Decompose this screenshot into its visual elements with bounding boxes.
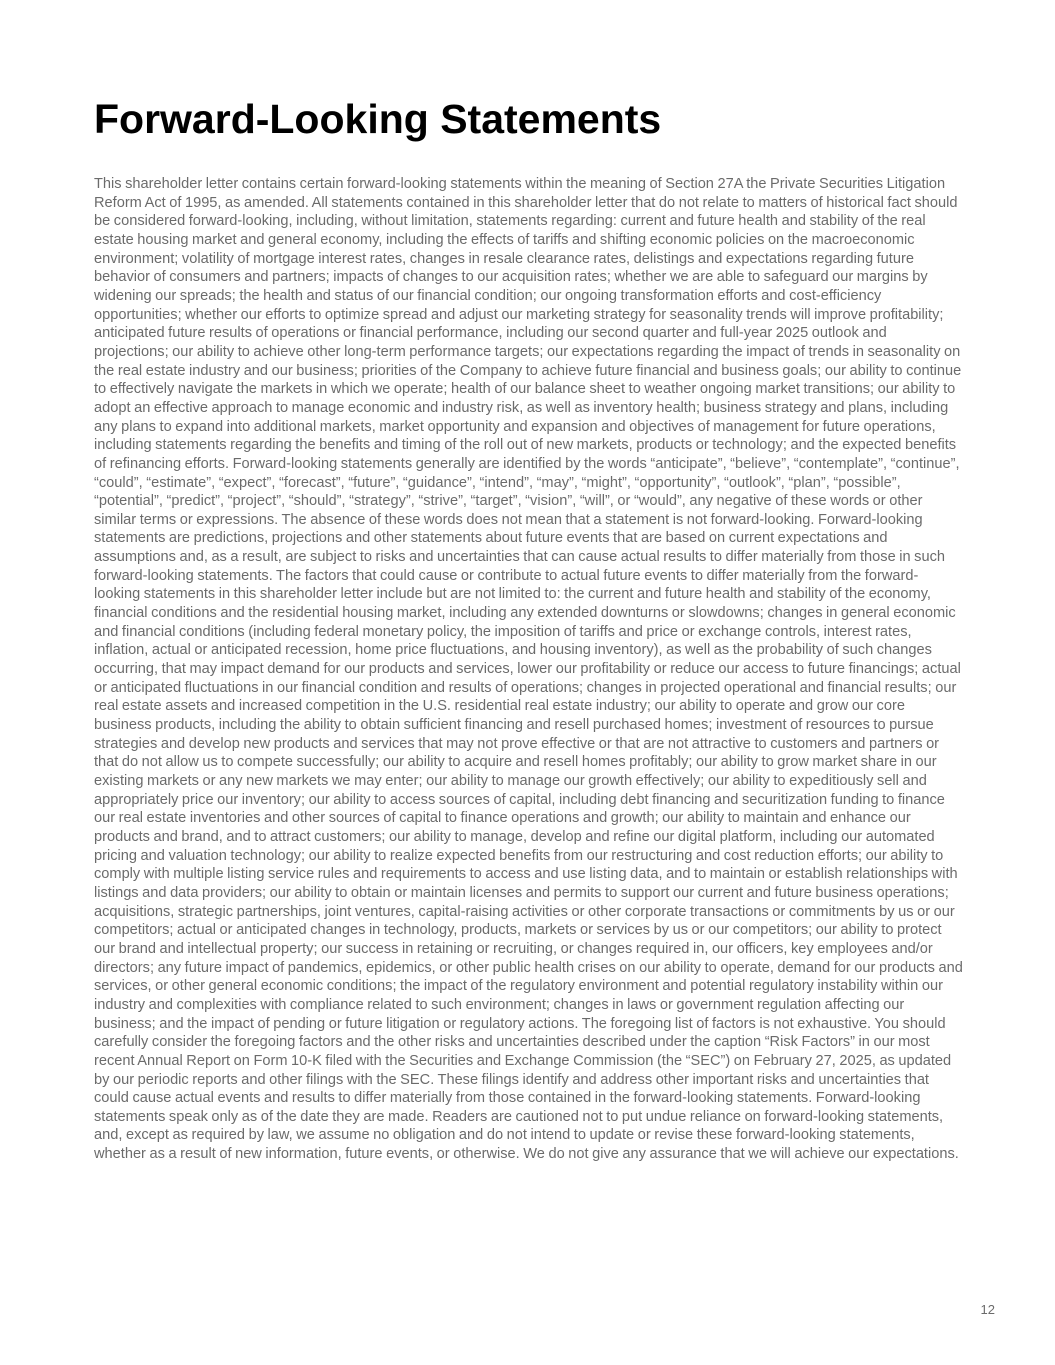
page-title: Forward-Looking Statements	[94, 96, 662, 142]
page-number: 12	[980, 1302, 995, 1317]
forward-looking-statements-paragraph: This shareholder letter contains certain forward-looking statements within the meaning of Section 27A the Private Securities Litigation Reform Act of 1995, as amended. All statements contained in this shareholder letter that do not relate to matters of historical fact should be considered forward-looking, including, without limitation, statements regarding: current and future health and stability of the real estate housing market and general economy, including the effects of tariffs and shifting economic policies on the macroeconomic environment; volatility of mortgage interest rates, changes in resale clearance rates, delistings and expectations regarding future behavior of consumers and partners; impacts of changes to our acquisition rates; whether we are able to safeguard our margins by widening our spreads; the health and status of our financial condition; our ongoing transformation efforts and cost-efficiency opportunities; whether our efforts to optimize spread and adjust our marketing strategy for seasonality trends will improve profitability; anticipated future results of operations or financial performance, including our second quarter and full-year 2025 outlook and projections; our ability to achieve other long-term performance targets; our expectations regarding the impact of trends in seasonality on the real estate industry and our business; priorities of the Company to achieve future financial and business goals; our ability to continue to effectively navigate the markets in which we operate; health of our balance sheet to weather ongoing market transitions; our ability to adopt an effective approach to manage economic and industry risk, as well as inventory health; business strategy and plans, including any plans to expand into additional markets, market opportunity and expansion and objectives of management for future operations, including statements regarding the benefits and timing of the roll out of new markets, products or technology; and the expected benefits of refinancing efforts. Forward-looking statements generally are identified by the words “anticipate”, “believe”, “contemplate”, “continue”, “could”, “estimate”, “expect”, “forecast”, “future”, “guidance”, “intend”, “may”, “might”, “opportunity”, “outlook”, “plan”, “possible”, “potential”, “predict”, “project”, “should”, “strategy”, “strive”, “target”, “vision”, “will”, or “would”, any negative of these words or other similar terms or expressions. The absence of these words does not mean that a statement is not forward-looking. Forward-looking statements are predictions, projections and other statements about future events that are based on current expectations and assumptions and, as a result, are subject to risks and uncertainties that can cause actual results to differ materially from those in such forward-looking statements. The factors that could cause or contribute to actual future events to differ materially from the forward-looking statements in this shareholder letter include but are not limited to: the current and future health and stability of the economy, financial conditions and the residential housing market, including any extended downturns or slowdowns; changes in general economic and financial conditions (including federal monetary policy, the imposition of tariffs and price or exchange controls, interest rates, inflation, actual or anticipated recession, home price fluctuations, and housing inventory), as well as the probability of such changes occurring, that may impact demand for our products and services, lower our profitability or reduce our access to future financings; actual or anticipated fluctuations in our financial condition and results of operations; changes in projected operational and financial results; our real estate assets and increased competition in the U.S. residential real estate industry; our ability to operate and grow our core business products, including the ability to obtain sufficient financing and resell purchased homes; investment of resources to pursue strategies and develop new products and services that may not prove effective or that are not attractive to customers and partners or that do not allow us to compete successfully; our ability to acquire and resell homes profitably; our ability to grow market share in our existing markets or any new markets we may enter; our ability to manage our growth effectively; our ability to expeditiously sell and appropriately price our inventory; our ability to access sources of capital, including debt financing and securitization funding to finance our real estate inventories and other sources of capital to finance operations and growth; our ability to maintain and enhance our products and brand, and to attract customers; our ability to manage, develop and refine our digital platform, including our automated pricing and valuation technology; our ability to realize expected benefits from our restructuring and cost reduction efforts; our ability to comply with multiple listing service rules and requirements to access and use listing data, and to maintain or establish relationships with listings and data providers; our ability to obtain or maintain licenses and permits to support our current and future business operations; acquisitions, strategic partnerships, joint ventures, capital-raising activities or other corporate transactions or commitments by us or our competitors; actual or anticipated changes in technology, products, markets or services by us or our competitors; our ability to protect our brand and intellectual property; our success in retaining or recruiting, or changes required in, our officers, key employees and/or directors; any future impact of pandemics, epidemics, or other public health crises on our ability to operate, demand for our products and services, or other general economic conditions; the impact of the regulatory environment and potential regulatory instability within our industry and complexities with compliance related to such environment; changes in laws or government regulation affecting our business; and the impact of pending or future litigation or regulatory actions. The foregoing list of factors is not exhaustive. You should carefully consider the foregoing factors and the other risks and uncertainties described under the caption “Risk Factors” in our most recent Annual Report on Form 10-K filed with the Securities and Exchange Commission (the “SEC”) on February 27, 2025, as updated by our periodic reports and other filings with the SEC. These filings identify and address other important risks and uncertainties that could cause actual events and results to differ materially from those contained in the forward-looking statements. Forward-looking statements speak only as of the date they are made. Readers are cautioned not to put undue reliance on forward-looking statements, and, except as required by law, we assume no obligation and do not intend to update or revise these forward-looking statements, whether as a result of new information, future events, or otherwise. We do not give any assurance that we will achieve our expectations.	[94, 176, 963, 1163]
